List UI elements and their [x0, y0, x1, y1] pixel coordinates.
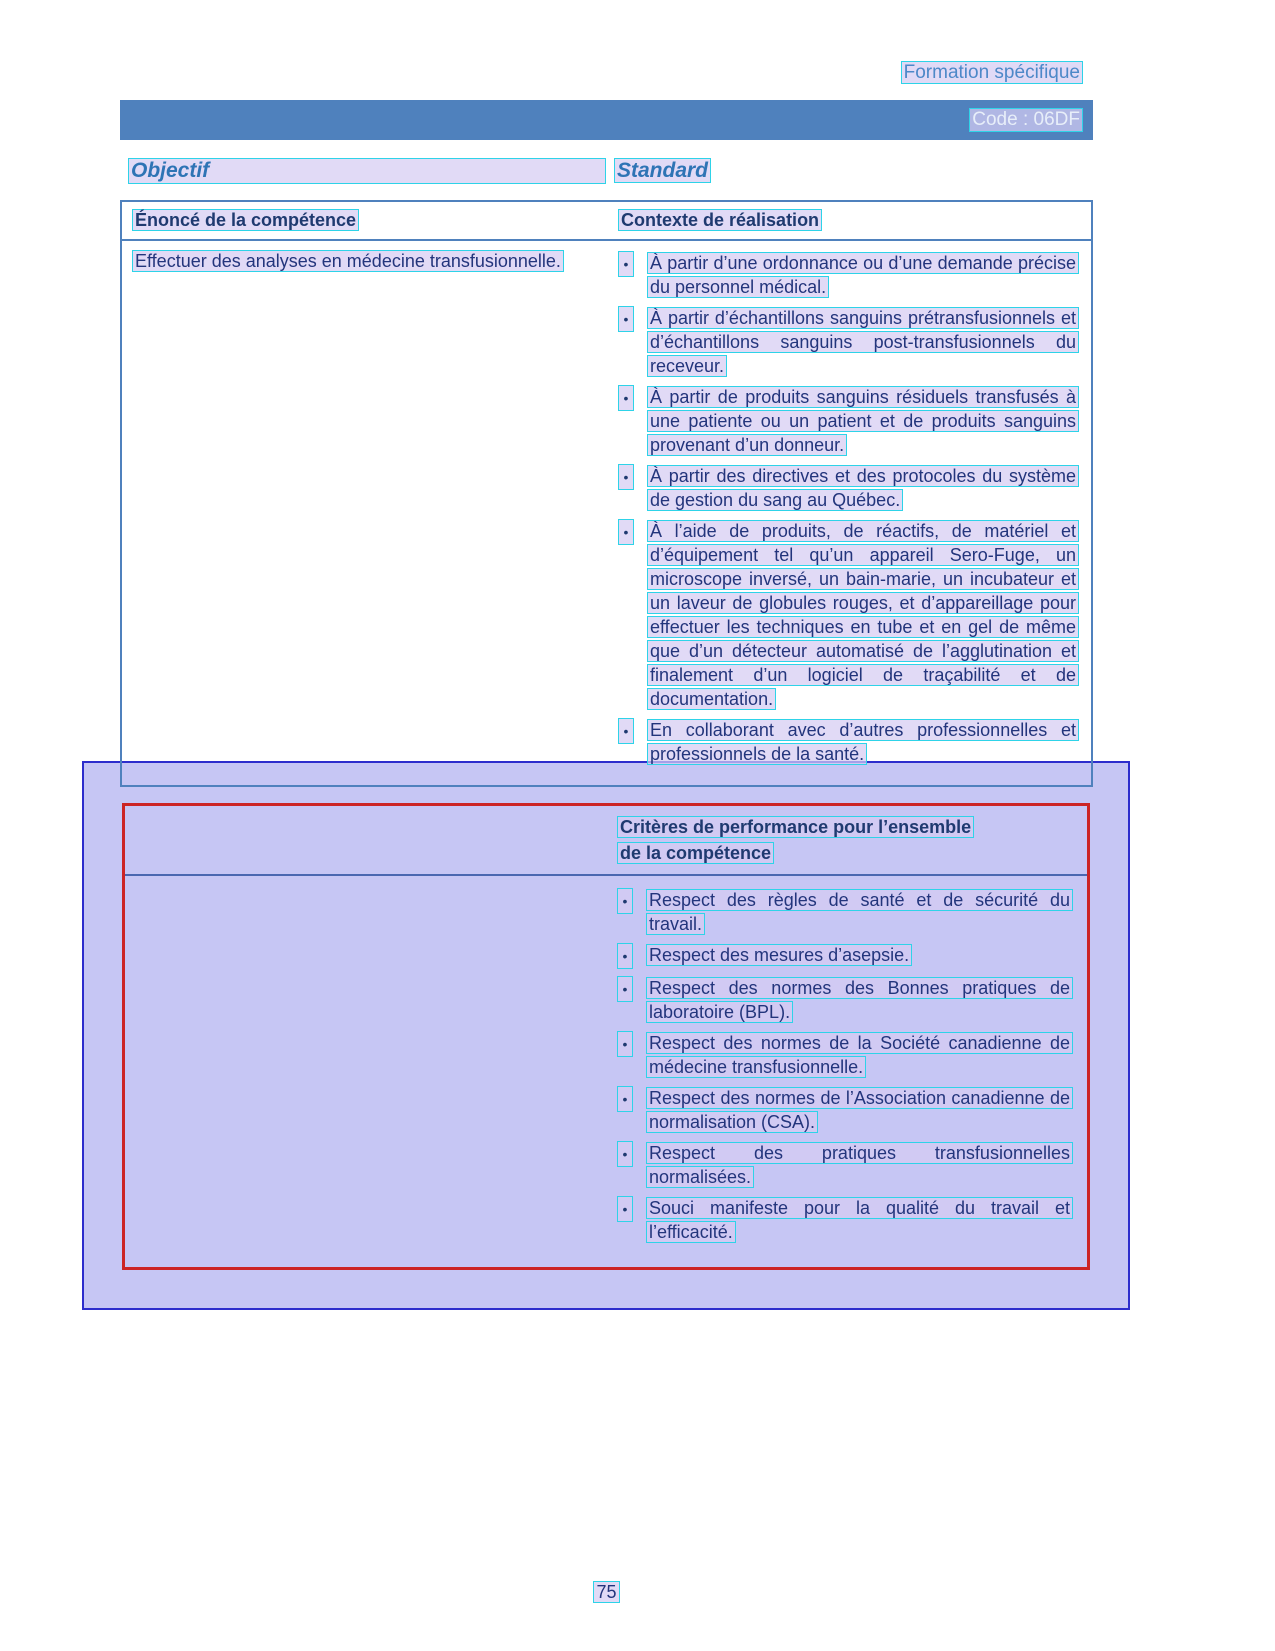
bullet-icon: •	[618, 385, 634, 411]
criteria-list-area	[125, 876, 1087, 1267]
list-item	[618, 385, 1079, 457]
criteria-panel	[82, 761, 1130, 1310]
enonce-header-cell	[122, 202, 612, 239]
context-item-text: À partir d’échantillons sanguins prétransfusionnels et d’échantillons sanguins post-transfusionnels du receveur.	[647, 307, 1079, 377]
contexte-header-cell	[612, 202, 1091, 239]
list-item	[617, 888, 1073, 936]
table-header-row	[122, 202, 1091, 241]
list-item	[617, 1086, 1073, 1134]
bullet-icon: •	[618, 251, 634, 277]
list-item	[617, 1031, 1073, 1079]
criteria-header-line2: de la compétence	[617, 842, 774, 864]
bullet-icon: •	[618, 718, 634, 744]
list-item	[618, 519, 1079, 711]
code-label: Code : 06DF	[969, 108, 1083, 132]
code-bar	[120, 100, 1093, 140]
list-item	[618, 464, 1079, 512]
context-item-text: En collaborant avec d’autres professionnelles et professionnels de la santé.	[647, 719, 1079, 765]
bullet-icon: •	[617, 1031, 633, 1057]
enonce-header: Énoncé de la compétence	[132, 209, 359, 231]
bullet-icon: •	[617, 1141, 633, 1167]
contexte-header: Contexte de réalisation	[618, 209, 822, 231]
context-item-text: À partir d’une ordonnance ou d’une demande précise du personnel médical.	[647, 252, 1079, 298]
criteria-list	[617, 888, 1073, 1244]
criteria-box	[122, 803, 1090, 1270]
formation-specifique-label: Formation spécifique	[901, 61, 1083, 84]
bullet-icon: •	[617, 1086, 633, 1112]
bullet-icon: •	[618, 519, 634, 545]
context-item-text: À partir des directives et des protocoles du système de gestion du sang au Québec.	[647, 465, 1079, 511]
header-label-row	[120, 0, 1093, 84]
bullet-icon: •	[617, 1196, 633, 1222]
criteria-header	[125, 806, 1087, 876]
context-list	[618, 251, 1079, 766]
bullet-icon: •	[617, 888, 633, 914]
criteria-header-line1: Critères de performance pour l’ensemble	[617, 816, 974, 838]
criteria-item-text: Respect des normes des Bonnes pratiques de laboratoire (BPL).	[646, 977, 1073, 1023]
criteria-item-text: Souci manifeste pour la qualité du travail et l’efficacité.	[646, 1197, 1073, 1243]
standard-title: Standard	[614, 158, 711, 183]
list-item	[617, 976, 1073, 1024]
list-item	[618, 306, 1079, 378]
bullet-icon: •	[618, 306, 634, 332]
criteria-item-text: Respect des normes de la Société canadienne de médecine transfusionnelle.	[646, 1032, 1073, 1078]
list-item	[617, 1141, 1073, 1189]
criteria-item-text: Respect des normes de l’Association canadienne de normalisation (CSA).	[646, 1087, 1073, 1133]
competence-statement: Effectuer des analyses en médecine transfusionnelle.	[132, 250, 564, 272]
list-item	[617, 943, 1073, 969]
bullet-icon: •	[617, 943, 633, 969]
competence-statement-cell	[122, 241, 612, 781]
criteria-item-text: Respect des pratiques transfusionnelles normalisées.	[646, 1142, 1073, 1188]
table-body-row	[122, 241, 1091, 785]
criteria-item-text: Respect des mesures d’asepsie.	[646, 944, 912, 966]
page-content	[120, 0, 1093, 1603]
list-item	[618, 718, 1079, 766]
list-item	[618, 251, 1079, 299]
page-number-text: 75	[593, 1581, 619, 1603]
list-item	[617, 1196, 1073, 1244]
page-number	[120, 1582, 1093, 1603]
criteria-item-text: Respect des règles de santé et de sécurité du travail.	[646, 889, 1073, 935]
context-list-cell	[612, 241, 1091, 781]
objectif-title: Objectif	[128, 158, 606, 184]
objectif-standard-row	[120, 158, 1093, 188]
competence-table	[120, 200, 1093, 787]
bullet-icon: •	[617, 976, 633, 1002]
context-item-text: À partir de produits sanguins résiduels transfusés à une patiente ou un patient et de produits sanguins provenant d’un donneur.	[647, 386, 1079, 456]
context-item-text: À l’aide de produits, de réactifs, de matériel et d’équipement tel qu’un appareil Sero-Fuge, un microscope inversé, un bain-marie, un incubateur et un laveur de globules rouges, et d’appareillage pour effectuer les techniques en tube et en gel de même que d’un détecteur automatisé de l’agglutination et finalement d’un logiciel de traçabilité et de documentation.	[647, 520, 1079, 710]
bullet-icon: •	[618, 464, 634, 490]
